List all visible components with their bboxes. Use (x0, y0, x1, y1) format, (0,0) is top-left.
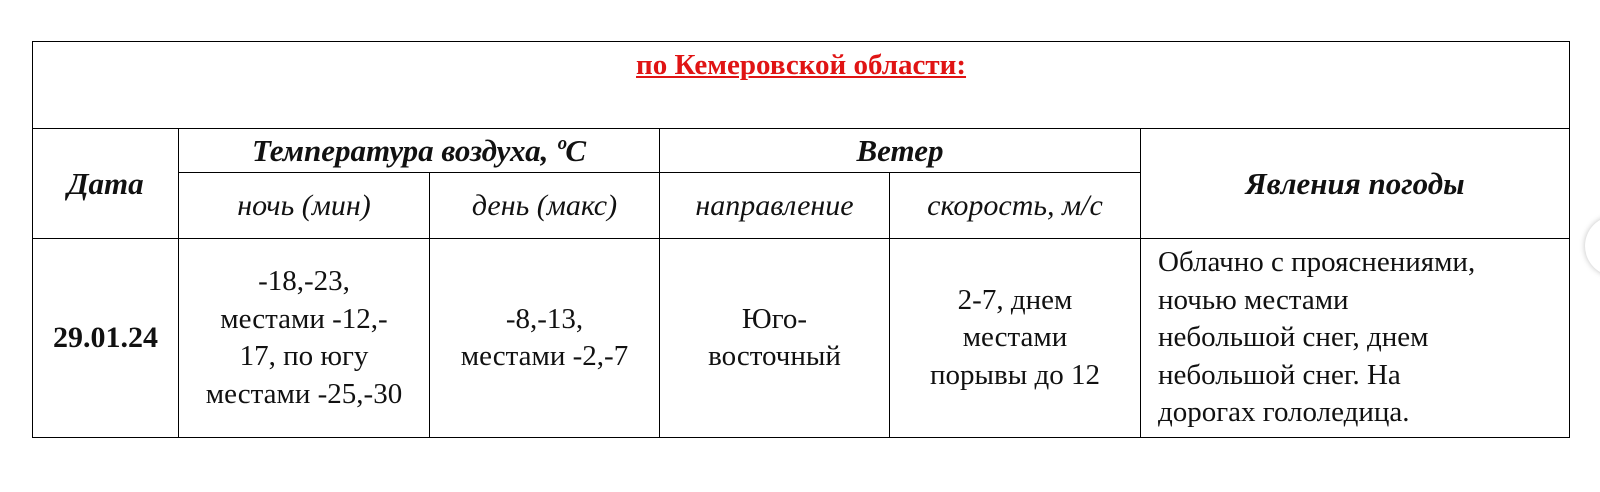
wind-speed-cell (890, 239, 1141, 438)
wind-direction-line: восточный (708, 340, 841, 372)
day-temp-cell (430, 239, 660, 438)
air-temp-header (179, 129, 660, 173)
phenomena-header (1141, 129, 1570, 239)
speed-header (890, 173, 1141, 239)
day-header-label: день (макс) (471, 188, 618, 222)
night-header (179, 173, 430, 239)
date-value: 29.01.24 (53, 321, 158, 355)
wind-header-label: Ветер (856, 132, 944, 168)
direction-header-label: направление (695, 188, 854, 222)
phenomena-line: небольшой снег. На (1158, 358, 1401, 391)
wind-header (660, 129, 1141, 173)
wind-speed-line: местами (962, 321, 1068, 354)
region-title: по Кемеровской области: (636, 49, 967, 81)
day-temp-line: местами -2,-7 (460, 340, 629, 372)
speed-header-label: скорость, м/с (927, 188, 1103, 222)
forecast-table (32, 41, 1570, 438)
title-cell (33, 42, 1570, 129)
phenomena-cell (1141, 239, 1570, 438)
night-temp-line: -18,-23, (258, 265, 350, 297)
date-header (33, 129, 179, 239)
wind-direction-cell (660, 239, 890, 438)
direction-header (660, 173, 890, 239)
phenomena-line: Облачно с прояснениями, (1158, 246, 1476, 279)
night-header-label: ночь (мин) (237, 188, 371, 222)
date-header-label: Дата (67, 165, 144, 201)
side-panel-handle[interactable] (1585, 216, 1600, 276)
phenomena-header-label: Явления погоды (1245, 165, 1465, 201)
night-temp-line: местами -12,- (220, 302, 388, 335)
night-temp-line: 17, по югу (239, 340, 369, 372)
title-row (33, 42, 1570, 129)
day-temp-line: -8,-13, (505, 302, 584, 335)
day-header (430, 173, 660, 239)
date-cell (33, 239, 179, 438)
night-temp-cell (179, 239, 430, 438)
phenomena-line: небольшой снег, днем (1158, 321, 1429, 354)
wind-speed-line: 2-7, днем (957, 283, 1073, 316)
air-temp-header-label: Температура воздуха, ºС (251, 132, 587, 168)
phenomena-line: ночью местами (1158, 283, 1349, 316)
night-temp-line: местами -25,-30 (205, 377, 403, 410)
table-row (33, 239, 1570, 438)
header-row-1 (33, 129, 1570, 173)
wind-speed-line: порывы до 12 (930, 358, 1100, 391)
wind-direction-line: Юго- (741, 302, 808, 335)
phenomena-line: дорогах гололедица. (1158, 396, 1410, 429)
